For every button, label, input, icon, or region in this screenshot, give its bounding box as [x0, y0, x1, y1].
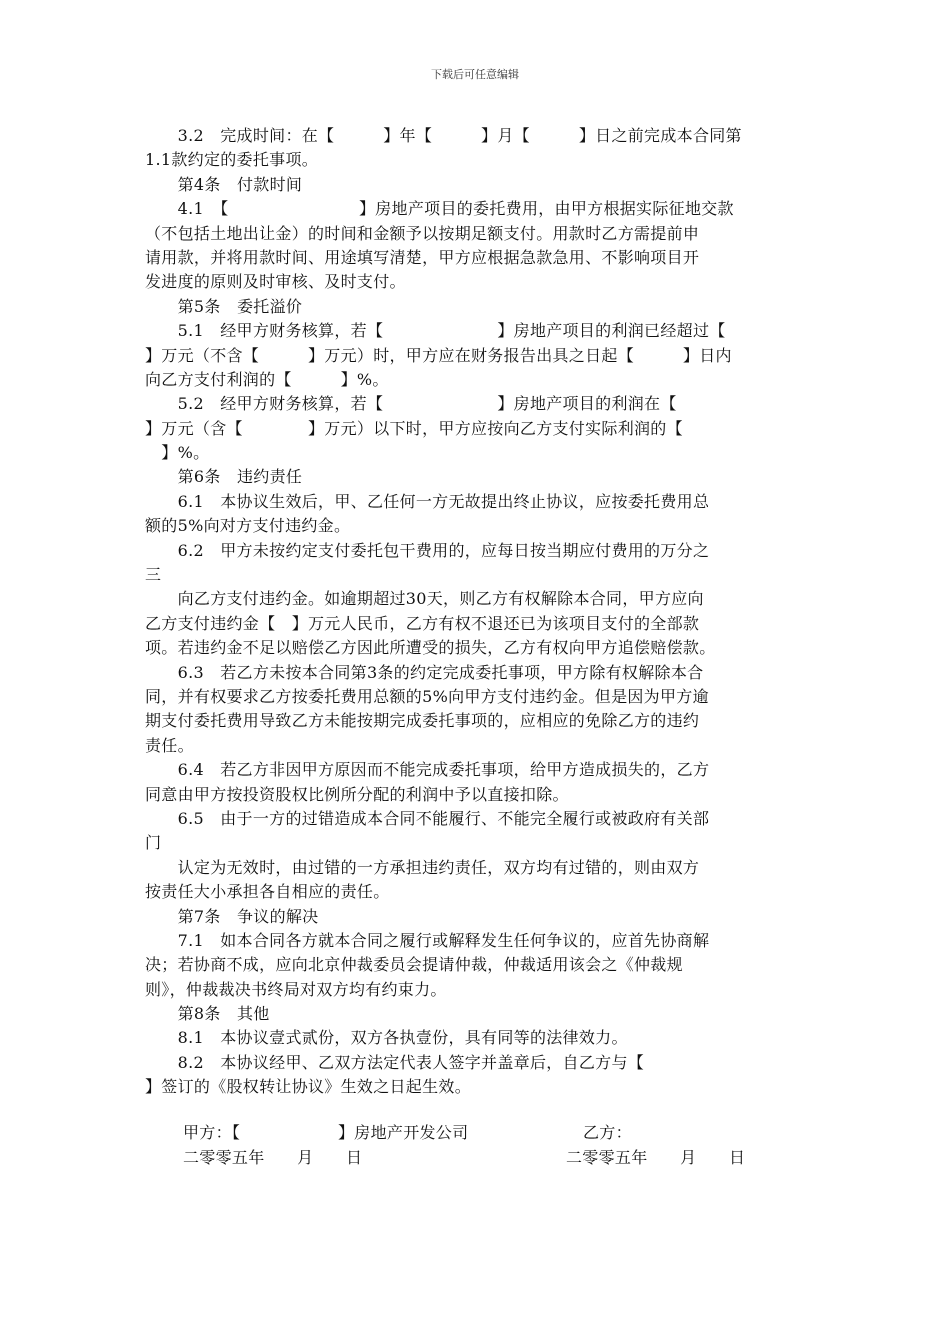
text-line: 项。若违约金不足以赔偿乙方因此所遭受的损失，乙方有权向甲方追偿赔偿款。 [145, 638, 716, 658]
text-line: 8.2 本协议经甲、乙双方法定代表人签字并盖章后，自乙方与【 [145, 1052, 645, 1072]
text-line: （不包括土地出让金）的时间和金额予以按期足额支付。用款时乙方需提前申 [145, 223, 700, 243]
text-line: 5.1 经甲方财务核算，若【 】房地产项目的利润已经超过【 [145, 321, 726, 341]
text-line: 第4条 付款时间 [145, 174, 303, 194]
text-line: 6.5 由于一方的过错造成本合同不能履行、不能完全履行或被政府有关部 [145, 808, 710, 828]
text-line: 向乙方支付违约金。如逾期超过30天，则乙方有权解除本合同，甲方应向 [145, 589, 704, 609]
text-line: 向乙方支付利润的【 】%。 [145, 369, 389, 389]
text-line: 第5条 委托溢价 [145, 296, 303, 316]
text-line: 6.4 若乙方非因甲方原因而不能完成委托事项，给甲方造成损失的，乙方 [145, 760, 710, 780]
text-line: 】万元（含【 】万元）以下时，甲方应按向乙方支付实际利润的【 [145, 418, 683, 438]
text-line: 6.2 甲方未按约定支付委托包干费用的，应每日按当期应付费用的万分之 [145, 540, 710, 560]
text-line: 】万元（不含【 】万元）时，甲方应在财务报告出具之日起【 】日内 [145, 345, 732, 365]
text-line: 5.2 经甲方财务核算，若【 】房地产项目的利润在【 [145, 394, 677, 414]
text-line: 请用款，并将用款时间、用途填写清楚，甲方应根据急款急用、不影响项目开 [145, 247, 700, 267]
text-line: 按责任大小承担各自相应的责任。 [145, 882, 390, 902]
text-line: 6.3 若乙方未按本合同第3条的约定完成委托事项，甲方除有权解除本合 [145, 662, 704, 682]
text-line: 第8条 其他 [145, 1004, 270, 1024]
party-a-date: 二零零五年 月 日 [183, 1148, 363, 1167]
text-line: 4.1 【 】房地产项目的委托费用，由甲方根据实际征地交款 [145, 199, 734, 219]
text-line: 决；若协商不成，应向北京仲裁委员会提请仲裁，仲裁适用该会之《仲裁规 [145, 955, 683, 975]
text-line: 则》，仲裁裁决书终局对双方均有约束力。 [145, 979, 447, 999]
text-line: 期支付委托费用导致乙方未能按期完成委托事项的，应相应的免除乙方的违约 [145, 711, 700, 731]
signature-dates-row [183, 1146, 823, 1242]
text-line: 3.2 完成时间：在【 】年【 】月【 】日之前完成本合同第 [145, 126, 742, 145]
text-line: 第7条 争议的解决 [145, 906, 319, 926]
party-b-date: 二零零五年 月 日 [566, 1148, 746, 1167]
text-line: 同意由甲方按投资股权比例所分配的利润中予以直接扣除。 [145, 784, 569, 804]
text-line: 同，并有权要求乙方按委托费用总额的5%向甲方支付违约金。但是因为甲方逾 [145, 686, 709, 706]
text-line: 第6条 违约责任 [145, 467, 303, 487]
party-a-label: 甲方：【 】房地产开发公司 [183, 1123, 469, 1142]
text-line: 7.1 如本合同各方就本合同之履行或解释发生任何争议的，应首先协商解 [145, 930, 710, 950]
text-line: 1.1款约定的委托事项。 [145, 150, 319, 170]
text-line: 认定为无效时，由过错的一方承担违约责任，双方均有过错的，则由双方 [145, 857, 700, 877]
text-line: 发进度的原则及时审核、及时支付。 [145, 272, 406, 292]
text-line: 8.1 本协议壹式贰份，双方各执壹份，具有同等的法律效力。 [145, 1028, 628, 1048]
text-line: 额的5%向对方支付违约金。 [145, 516, 351, 536]
text-line: 6.1 本协议生效后，甲、乙任何一方无故提出终止协议，应按委托费用总 [145, 491, 710, 511]
text-line: 】%。 [145, 443, 210, 463]
text-line: 】签订的《股权转让协议》生效之日起生效。 [145, 1077, 472, 1097]
page-header: 下载后可任意编辑 [431, 68, 519, 81]
text-line: 门 [145, 833, 162, 853]
text-line: 三 [145, 565, 162, 585]
party-b-label: 乙方： [583, 1123, 632, 1142]
text-line: 责任。 [145, 735, 194, 755]
text-line: 乙方支付违约金【 】万元人民币，乙方有权不退还已为该项目支付的全部款 [145, 613, 700, 633]
contract-body [145, 124, 810, 1100]
